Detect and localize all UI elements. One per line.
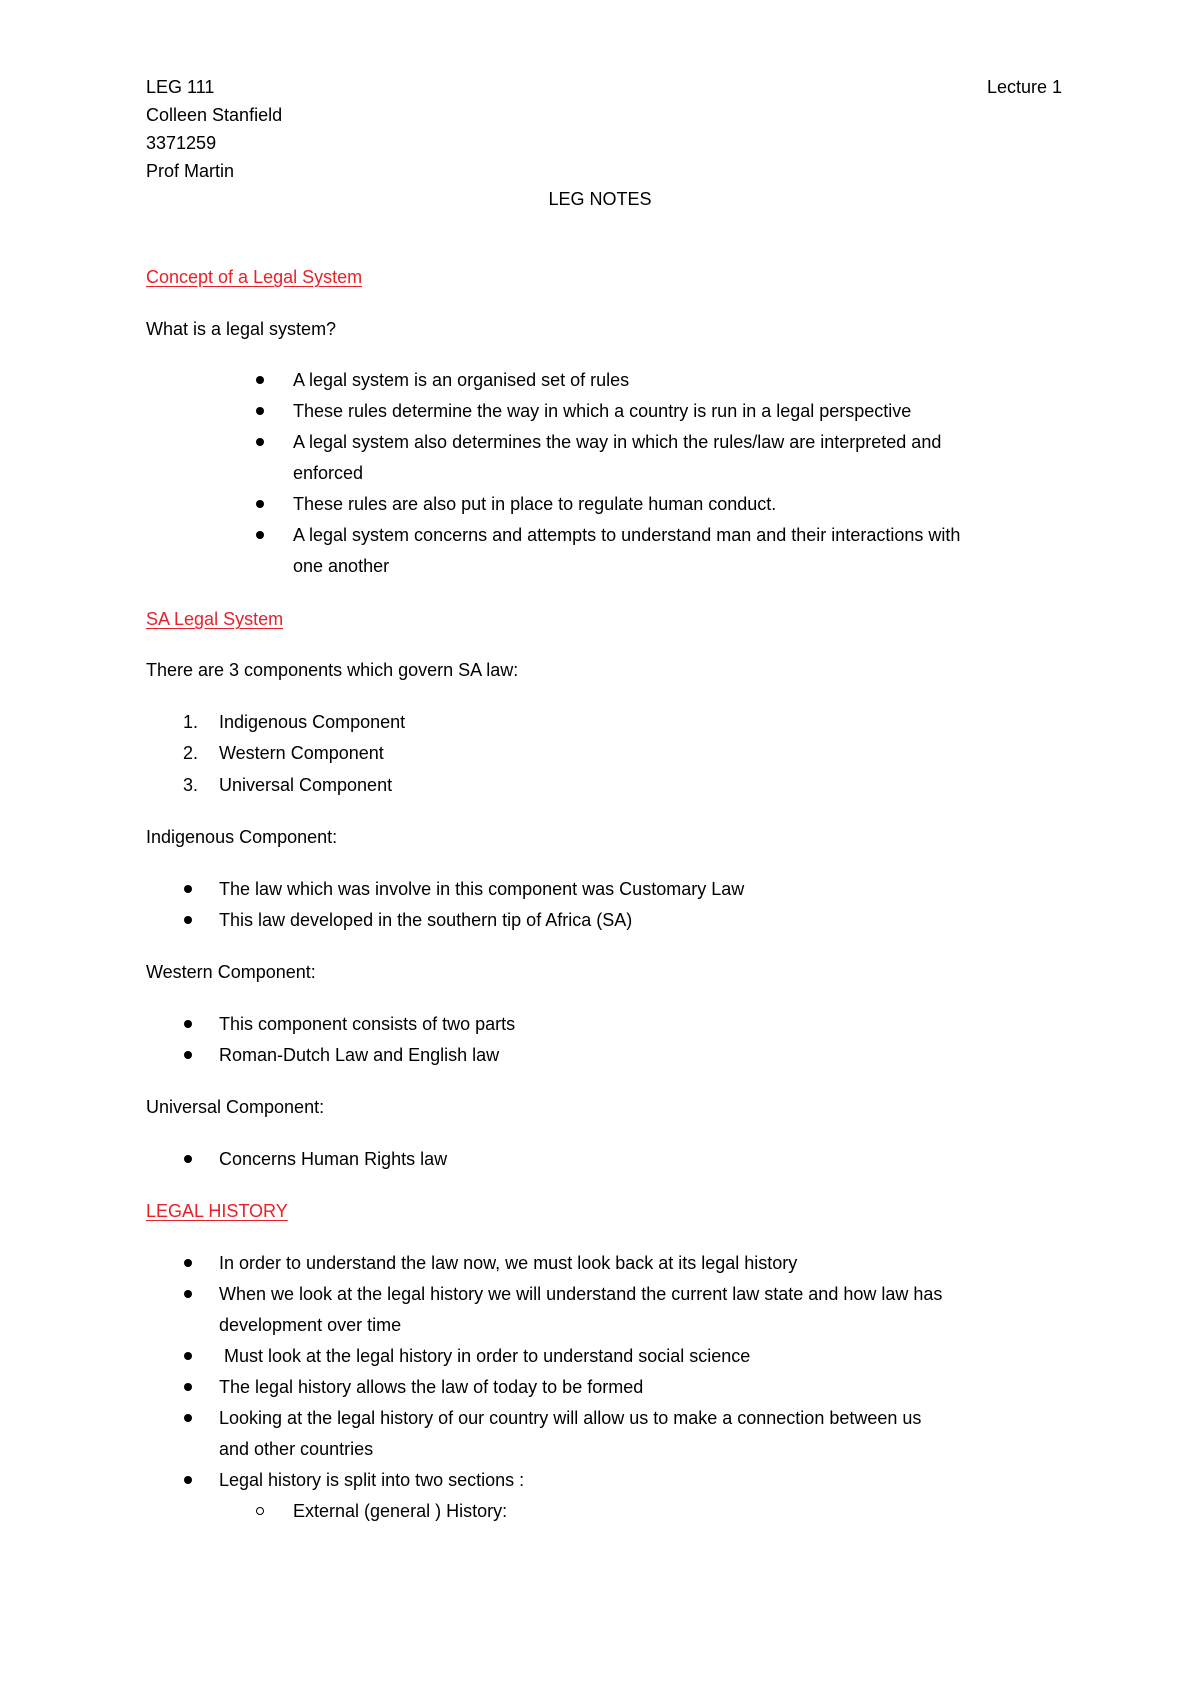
bullet-dot [184,1383,192,1391]
list-item: A legal system is an organised set of rules [293,370,630,390]
list-number: 1. [183,712,199,732]
list-item-continuation: and other countries [219,1439,374,1459]
list-item-continuation: enforced [293,463,364,483]
list-item: A legal system concerns and attempts to understand man and their interactions with [293,525,961,545]
list-item: The law which was involve in this component was Customary Law [219,879,745,899]
section-question: What is a legal system? [146,319,337,339]
course-code: LEG 111 [146,77,215,97]
bullet-dot [256,376,264,384]
list-item-continuation: one another [293,556,390,576]
list-item: These rules determine the way in which a country is run in a legal perspective [293,401,912,421]
bullet-dot [184,885,192,893]
sub-list-item: External (general ) History: [293,1501,508,1521]
numbered-item: Indigenous Component [219,712,406,732]
list-item: In order to understand the law now, we must look back at its legal history [219,1253,798,1273]
bullet-dot [256,531,264,539]
section-intro: There are 3 components which govern SA law: [146,660,519,680]
bullet-dot [184,1155,192,1163]
section-heading-legal-history: LEGAL HISTORY [146,1201,288,1221]
bullet-dot [256,500,264,508]
numbered-item: Western Component [219,743,384,763]
bullet-dot [184,1476,192,1484]
list-item: Concerns Human Rights law [219,1149,448,1169]
list-item: Must look at the legal history in order to understand social science [219,1346,751,1366]
bullet-dot [184,1352,192,1360]
list-number: 3. [183,775,199,795]
numbered-item: Universal Component [219,775,393,795]
list-item: These rules are also put in place to regulate human conduct. [293,494,777,514]
list-item: When we look at the legal history we will understand the current law state and how law has [219,1284,943,1304]
lecture-label: Lecture 1 [986,77,1062,97]
list-item: Looking at the legal history of our country will allow us to make a connection between us [219,1408,922,1428]
section-heading-sa-legal-system: SA Legal System [146,609,284,629]
bullet-dot [256,407,264,415]
subsection-label-universal: Universal Component: [146,1097,325,1117]
bullet-dot [184,1051,192,1059]
list-item: Legal history is split into two sections : [219,1470,525,1490]
list-item-continuation: development over time [219,1315,402,1335]
list-item: This component consists of two parts [219,1014,516,1034]
sub-bullet-ring [256,1507,264,1515]
list-number: 2. [183,743,199,763]
subsection-label-western: Western Component: [146,962,316,982]
student-number: 3371259 [146,133,217,153]
section-heading-concept: Concept of a Legal System [146,267,363,287]
bullet-dot [256,438,264,446]
bullet-dot [184,916,192,924]
document-title: LEG NOTES [548,189,652,209]
list-item: The legal history allows the law of today to be formed [219,1377,644,1397]
list-item: This law developed in the southern tip of Africa (SA) [219,910,633,930]
bullet-dot [184,1259,192,1267]
author-name: Colleen Stanfield [146,105,283,125]
bullet-dot [184,1290,192,1298]
subsection-label-indigenous: Indigenous Component: [146,827,338,847]
professor-name: Prof Martin [146,161,235,181]
bullet-dot [184,1414,192,1422]
list-item: Roman-Dutch Law and English law [219,1045,500,1065]
bullet-dot [184,1020,192,1028]
list-item: A legal system also determines the way in which the rules/law are interpreted and [293,432,942,452]
